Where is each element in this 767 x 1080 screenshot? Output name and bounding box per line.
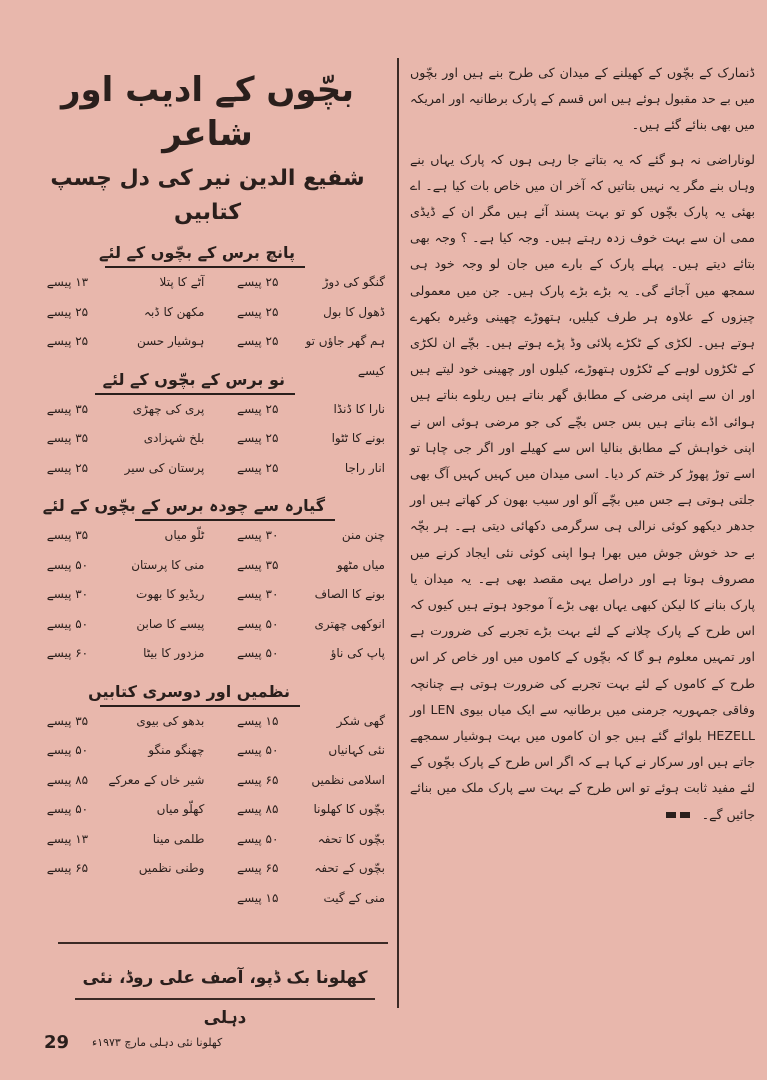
section-heading-poems-text: نظمیں اور دوسری کتابیں (88, 681, 290, 701)
page-footer-text: کھلونا نئی دہلی مارچ ۱۹۷۳ء (92, 1036, 223, 1049)
book-title: ٹلّو میاں (164, 528, 205, 542)
book-price: ۱۳ پیسے (46, 275, 89, 289)
book-row (30, 736, 385, 766)
book-price: ۳۵ پیسے (46, 401, 89, 416)
book-title: طلمی مینا (152, 831, 205, 846)
book-title: بچّوں کا کھلونا (313, 802, 385, 816)
book-row (30, 551, 385, 581)
book-title: آٹے کا پتلا (159, 275, 205, 289)
book-title: منی کا پرستان (131, 557, 205, 572)
book-price: ۵۰ پیسے (237, 616, 279, 631)
book-price: ۵۰ پیسے (237, 831, 279, 846)
book-price: ۳۵ پیسے (46, 431, 89, 445)
book-row (30, 766, 385, 796)
section-underline (100, 705, 300, 707)
book-title: انار راجا (344, 460, 385, 475)
book-price: ۱۵ پیسے (237, 713, 279, 728)
book-price: ۶۵ پیسے (46, 861, 89, 875)
book-title: پیسے کا صابن (136, 616, 205, 631)
book-title: میاں مٹھو (336, 557, 385, 572)
book-price: ۶۰ پیسے (46, 646, 89, 660)
book-row (30, 825, 385, 855)
book-title: ہم گھر جاؤں تو کیسے (305, 334, 385, 378)
section-underline (135, 519, 335, 521)
book-title: ریڈیو کا بھوت (136, 587, 205, 601)
book-row (30, 454, 385, 484)
article-paragraph-2-text: لوناراضی نہ ہو گئے کہ یہ بتاتے جا رہی ہوں کہ پارک یہاں بنے وہاں بنے مگر یہ نہیں بتاتیں کہ آخر ان میں خاص بات کیا ہے۔ اے بھئی یہ پارک بچّوں کو تو بہت پسند آئے ہیں مگر ان کے ڈیڈی ممی ان سے بہت خوف زدہ رہتے ہیں۔ وجہ کیا ہے۔ ؟ وجہ بھی بتائے دیتے ہیں۔ پہلے پارک کے بارے میں جان لو وجہ خود ہی سمجھ میں آجائے گی۔ یہ بڑے بڑے پارک ہیں۔ جن میں معمولی چیزوں کے علاوہ ہر طرف کیلیں، ہتھوڑے چھینی وغیرہ بکھرے ہوتے ہیں۔ لکڑی کے ٹکڑے پلائی وڈ پڑے ہوتے ہیں۔ بچّے ان لکڑی کے ٹکڑوں لوہے کے ٹکڑوں ہتھوڑے، کیلوں اور چھینی خود لیتے ہیں اور ان سے اپنی مرضی کے مطابق گھر بناتے ہیں ریلوے بناتے ہیں ہوائی اڈے بناتے ہیں بس جس بچّے کی جو مرضی ہوئی اس نے اپنی خواہش کے مطابق بنالیا اس سے کھیلے اور اگر جی چاہا تو اسے توڑ پھوڑ کر ختم کر دیا۔ اسی میدان میں کہیں کہیں آگ بھی جلتی ہوتی ہے جس میں بچّے آلو اور سیب بھون کر کھاتے ہیں اور جدھر دیکھو کوئی نرالی ہی سرگرمی دکھائی دیتی ہے۔ ہر بچّہ بے حد خوش جوش میں بھرا ہوا اپنی کوئی نئی ایجاد کرنے میں مصروف ہوتا ہے اور دراصل یہی مقصد بھی ہے۔ یہ میدان یا پارک بنانے کا لیکن کبھی یہاں بھی بڑے آ موجود ہوتے ہیں کیوں کہ اس طرح کے پارک چلانے کے لئے بہت بڑے تجربے کی ضرورت ہے اور تمہیں معلوم ہو گا کہ بچّوں کے کاموں میں اور خاص کر اس طرح کے کاموں کے لئے بہت تجربے کی ضرورت ہوتی ہے چنانچہ وفاقی جمہوریہ جرمنی میں برطانیہ سے ایک میاں بیوی LEN اور HEZELL بلوائے گئے ہیں جو ان کاموں میں بہت ہوشیار سمجھے جاتے ہیں اور سرکار نے کہا ہے کہ اگر اس طرح کے پارک بچّوں کے لئے مفید ثابت ہوئے تو اس طرح کے بہت سے پارک ملک میں بنائے جائیں گے۔ (410, 151, 755, 822)
section-underline (105, 266, 305, 268)
book-price: ۳۰ پیسے (237, 587, 279, 601)
book-price: ۳۰ پیسے (237, 528, 279, 542)
book-price: ۱۵ پیسے (237, 890, 279, 905)
book-price: ۲۵ پیسے (237, 334, 279, 348)
article-paragraph-1: ڈنمارک کے بچّوں کے کھیلنے کے میدان کی طرح بنے ہیں اور بچّوں میں بے حد مقبول ہوئے ہیں اس قسم کے پارک برطانیہ اور امریکہ میں بھی بنائے گئے ہیں۔ (410, 65, 755, 133)
book-price: ۱۳ پیسے (46, 831, 89, 846)
section-heading-5yr (30, 240, 385, 268)
book-price: ۳۰ پیسے (46, 587, 89, 601)
book-advertisement (30, 60, 385, 913)
column-divider (397, 58, 399, 1008)
book-title: پری کی چھڑی (132, 401, 205, 416)
book-title: منی کے گیت (323, 890, 385, 905)
book-price: ۵۰ پیسے (237, 743, 279, 757)
book-title: ہوشیار حسن (136, 334, 205, 348)
book-price: ۸۵ پیسے (237, 802, 279, 816)
book-price (30, 884, 88, 914)
book-row (30, 795, 385, 825)
book-title: شیر خاں کے معرکے (108, 772, 205, 787)
book-title: گنگو کی دوڑ (322, 275, 385, 289)
book-price: ۲۵ پیسے (46, 304, 89, 319)
book-title: اسلامی نظمیں (311, 772, 385, 787)
section-heading-11-14yr (30, 493, 385, 521)
book-row (30, 854, 385, 884)
book-title: مکھن کا ڈبہ (143, 304, 205, 319)
ad-title: بچّوں کے ادیب اور شاعر (60, 70, 355, 154)
book-title: نئی کہانیاں (328, 743, 385, 757)
page-number: 29 (44, 1032, 70, 1053)
book-row (30, 327, 385, 378)
section-underline (95, 393, 295, 395)
book-row (30, 707, 385, 737)
book-title: ڈھول کا بول (323, 304, 385, 319)
article-column (410, 60, 755, 1005)
book-title: بدھو کی بیوی (136, 713, 205, 728)
book-title: وطنی نظمیں (138, 861, 205, 875)
book-price: ۵۰ پیسے (46, 743, 89, 757)
section-heading-11-14yr-text: گیارہ سے چودہ برس کے بچّوں کے لئے (42, 496, 325, 515)
book-price: ۸۵ پیسے (46, 772, 89, 787)
book-row (30, 521, 385, 551)
book-title: چھنگو منگو (148, 743, 205, 757)
book-price: ۲۵ پیسے (237, 401, 279, 416)
section-heading-9yr (30, 367, 385, 395)
book-title: نارا کا ڈنڈا (333, 401, 385, 416)
book-price: ۲۵ پیسے (237, 304, 279, 319)
section-heading-9yr-text: نو برس کے بچّوں کے لئے (102, 369, 285, 389)
section-heading-poems (30, 679, 385, 707)
footer-rule (58, 942, 388, 944)
book-title: بلخ شہزادی (143, 431, 205, 445)
book-title: پرستان کی سیر (124, 460, 205, 475)
book-title: چنن منن (341, 528, 385, 542)
publisher-footer: کھلونا بک ڈپو، آصف علی روڈ، نئی دہلی (75, 958, 375, 1000)
book-price: ۶۵ پیسے (237, 772, 279, 787)
book-row (30, 268, 385, 298)
book-row (30, 580, 385, 610)
book-price: ۵۰ پیسے (46, 557, 89, 572)
book-row (30, 298, 385, 328)
book-row (30, 424, 385, 454)
book-price: ۲۵ پیسے (237, 460, 279, 475)
book-price: ۶۵ پیسے (237, 861, 279, 875)
book-price: ۲۵ پیسے (46, 460, 89, 475)
book-title: انوکھی چھتری (314, 616, 385, 631)
book-title (88, 884, 218, 914)
book-row (30, 610, 385, 640)
book-price: ۵۰ پیسے (46, 802, 89, 816)
book-price: ۵۰ پیسے (46, 616, 89, 631)
book-price: ۳۵ پیسے (237, 557, 279, 572)
book-price: ۵۰ پیسے (237, 646, 279, 660)
book-price: ۲۵ پیسے (46, 334, 89, 348)
book-price: ۳۵ پیسے (46, 528, 89, 542)
book-row (30, 639, 385, 669)
section-heading-5yr-text: پانچ برس کے بچّوں کے لئے (99, 243, 295, 262)
end-of-article-mark (666, 812, 692, 818)
book-price: ۲۵ پیسے (237, 275, 279, 289)
ad-subtitle: شفیع الدین نیر کی دل چسپ کتابیں (50, 166, 365, 225)
book-row (30, 884, 385, 914)
book-price: ۲۵ پیسے (237, 431, 279, 445)
book-title: بونے کا ٹٹوا (331, 431, 385, 445)
book-title: بچّوں کے تحفہ (314, 861, 385, 875)
book-title: بچّوں کا تحفہ (317, 831, 385, 846)
book-title: کھلّو میاں (156, 802, 205, 816)
book-title: گھی شکر (336, 713, 385, 728)
book-title: بونے کا الصاف (314, 587, 385, 601)
book-title: مزدور کا بیٹا (143, 646, 205, 660)
book-title: پاپ کی ناؤ (330, 646, 385, 660)
book-row (30, 395, 385, 425)
article-paragraph-2 (410, 147, 755, 828)
book-price: ۳۵ پیسے (46, 713, 89, 728)
